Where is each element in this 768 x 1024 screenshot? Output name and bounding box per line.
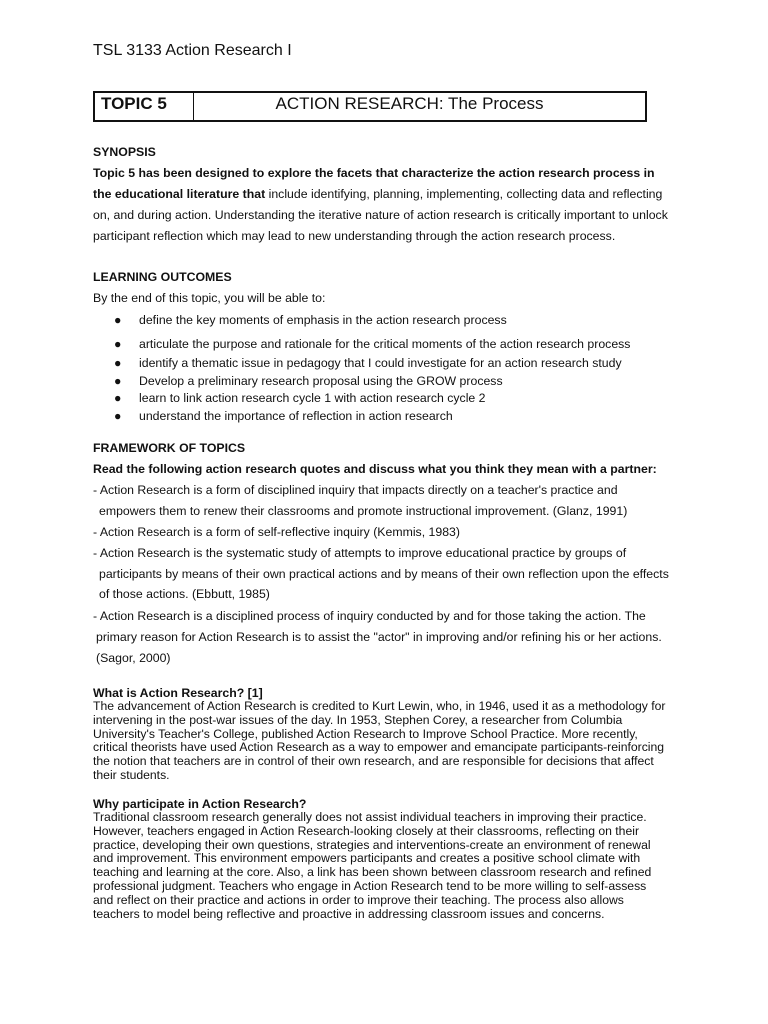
- quote-line: participants by means of their own practical actions and by means of their own reflection upon the effects: [99, 567, 669, 581]
- list-item: [114, 356, 622, 370]
- paragraph-line: Traditional classroom research generally does not assist individual teachers in improving their practice.: [93, 810, 647, 824]
- paragraph-line: University's Teacher's College, published Action Research to Improve School Practice. More recently,: [93, 726, 638, 741]
- topic-title-sub: : The Process: [438, 94, 544, 113]
- list-item: [114, 313, 507, 327]
- list-item: [114, 374, 503, 388]
- learning-outcomes-intro: By the end of this topic, you will be able to:: [93, 291, 326, 305]
- topic-title: [194, 93, 645, 120]
- bullet-icon: ●: [114, 391, 122, 405]
- paragraph-line: professional judgment. Teachers who engage in Action Research tend to be more willing to self-assess: [93, 878, 647, 893]
- quote-line: - Action Research is a form of disciplined inquiry that impacts directly on a teacher's practice and: [93, 483, 618, 497]
- what-is-heading: What is Action Research? [1]: [93, 686, 263, 700]
- list-item: [114, 409, 453, 423]
- quote-line: (Sagor, 2000): [96, 651, 171, 665]
- bullet-icon: ●: [114, 337, 122, 351]
- list-item-text: articulate the purpose and rationale for the critical moments of the action research process: [139, 337, 631, 351]
- topic-number: TOPIC 5: [95, 93, 194, 120]
- paragraph-line: their students.: [93, 767, 170, 782]
- synopsis-paragraph: [93, 163, 713, 247]
- why-heading: Why participate in Action Research?: [93, 797, 307, 811]
- quote-line: - Action Research is the systematic study of attempts to improve educational practice by groups of: [93, 546, 627, 560]
- synopsis-text: include identifying, planning, implementing, collecting data and reflecting: [265, 187, 663, 201]
- paragraph-line: intervening in the post-war issues of the day. In 1953, Stephen Corey, a researcher from Columbia: [93, 712, 623, 727]
- quote-line: of those actions. (Ebbutt, 1985): [99, 587, 270, 601]
- bullet-icon: ●: [114, 313, 122, 327]
- topic-title-box: [93, 91, 647, 122]
- framework-heading: FRAMEWORK OF TOPICS: [93, 441, 246, 455]
- bullet-icon: ●: [114, 374, 122, 388]
- learning-outcomes-heading: LEARNING OUTCOMES: [93, 270, 232, 284]
- paragraph-line: teachers to model being reflective and proactive in addressing classroom issues and concerns.: [93, 906, 605, 921]
- paragraph-line: critical theorists have used Action Research as a way to empower and emancipate participants-reinforcing: [93, 740, 665, 755]
- quote-line: - Action Research is a form of self-reflective inquiry (Kemmis, 1983): [93, 525, 460, 539]
- list-item: [114, 391, 486, 405]
- quote-line: empowers them to renew their classrooms and promote instructional improvement. (Glanz, 1991): [99, 504, 628, 518]
- list-item-text: identify a thematic issue in pedagogy that I could investigate for an action research study: [139, 356, 622, 370]
- list-item: [114, 337, 630, 351]
- synopsis-line: participant reflection which may lead to new understanding through the action research process.: [93, 229, 616, 243]
- list-item-text: understand the importance of reflection in action research: [139, 409, 453, 423]
- paragraph-line: the notion that teachers are in control of their own research, and are responsible for decisions that affect: [93, 754, 654, 769]
- list-item-text: define the key moments of emphasis in the action research process: [139, 313, 507, 327]
- what-is-paragraph: [93, 700, 718, 783]
- list-item-text: Develop a preliminary research proposal using the GROW process: [139, 374, 503, 388]
- synopsis-bold-text: the educational literature that: [93, 187, 266, 201]
- why-paragraph: [93, 811, 718, 921]
- synopsis-line: Topic 5 has been designed to explore the facets that characterize the action research process in: [93, 166, 655, 180]
- bullet-icon: ●: [114, 409, 122, 423]
- bullet-icon: ●: [114, 356, 122, 370]
- paragraph-line: The advancement of Action Research is credited to Kurt Lewin, who, in 1946, used it as a methodology for: [93, 699, 666, 713]
- list-item-text: learn to link action research cycle 1 with action research cycle 2: [139, 391, 486, 405]
- synopsis-line: on, and during action. Understanding the iterative nature of action research is critically important to unlock: [93, 208, 668, 222]
- topic-title-main: ACTION RESEARCH: [275, 94, 439, 113]
- synopsis-line: [93, 184, 713, 205]
- quote-line: primary reason for Action Research is to assist the "actor" in improving and/or refining his or her actions.: [96, 630, 662, 644]
- paragraph-line: practice, developing their own questions, strategies and interventions-create an environment of renewal: [93, 837, 651, 852]
- paragraph-line: teaching and learning at the core. Also, a link has been shown between classroom research and refined: [93, 865, 652, 880]
- quote-line: - Action Research is a disciplined process of inquiry conducted by and for those taking the action. The: [93, 609, 646, 623]
- paragraph-line: and reflect on their practice and actions in order to improve their teaching. The process also allows: [93, 892, 624, 907]
- paragraph-line: However, teachers engaged in Action Research-looking closely at their classrooms, reflecting on their: [93, 823, 640, 838]
- synopsis-heading: SYNOPSIS: [93, 145, 156, 159]
- paragraph-line: and improvement. This environment empowers participants and creates a positive school climate with: [93, 851, 641, 866]
- course-header: TSL 3133 Action Research I: [93, 42, 292, 59]
- framework-instruction: Read the following action research quotes and discuss what you think they mean with a partner:: [93, 462, 657, 476]
